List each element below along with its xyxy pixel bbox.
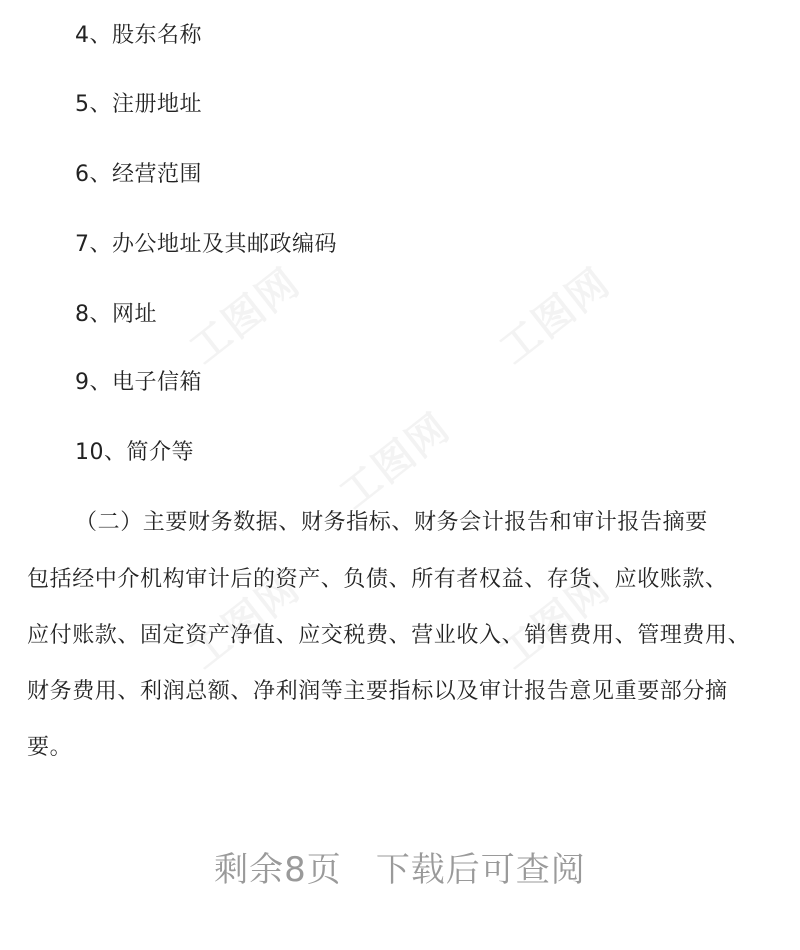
watermark: 工图网 (331, 404, 459, 519)
paragraph-line: 包括经中介机构审计后的资产、负债、所有者权益、存货、应收账款、 (27, 567, 728, 592)
watermark: 工图网 (491, 564, 619, 679)
download-prompt-banner[interactable] (0, 848, 800, 892)
watermark: 工图网 (181, 564, 309, 679)
list-item-shareholder-name: 4、股东名称 (75, 23, 202, 48)
list-item-profile: 10、简介等 (75, 440, 194, 465)
list-item-office-address: 7、办公地址及其邮政编码 (75, 232, 337, 257)
download-to-view-label[interactable]: 下载后可查阅 (375, 850, 586, 890)
paragraph-line: 要。 (27, 735, 73, 760)
watermark: 工图网 (491, 259, 619, 374)
paragraph-line: 财务费用、利润总额、净利润等主要指标以及审计报告意见重要部分摘 (27, 679, 728, 704)
remaining-pages-label: 剩余8页 (214, 850, 342, 890)
section-heading-financial-data: （二）主要财务数据、财务指标、财务会计报告和审计报告摘要 (75, 510, 708, 535)
list-item-registered-address: 5、注册地址 (75, 92, 202, 117)
list-item-email: 9、电子信箱 (75, 370, 202, 395)
watermark: 工图网 (181, 259, 309, 374)
paragraph-line: 应付账款、固定资产净值、应交税费、营业收入、销售费用、管理费用、 (27, 623, 751, 648)
list-item-business-scope: 6、经营范围 (75, 162, 202, 187)
list-item-website: 8、网址 (75, 302, 157, 327)
